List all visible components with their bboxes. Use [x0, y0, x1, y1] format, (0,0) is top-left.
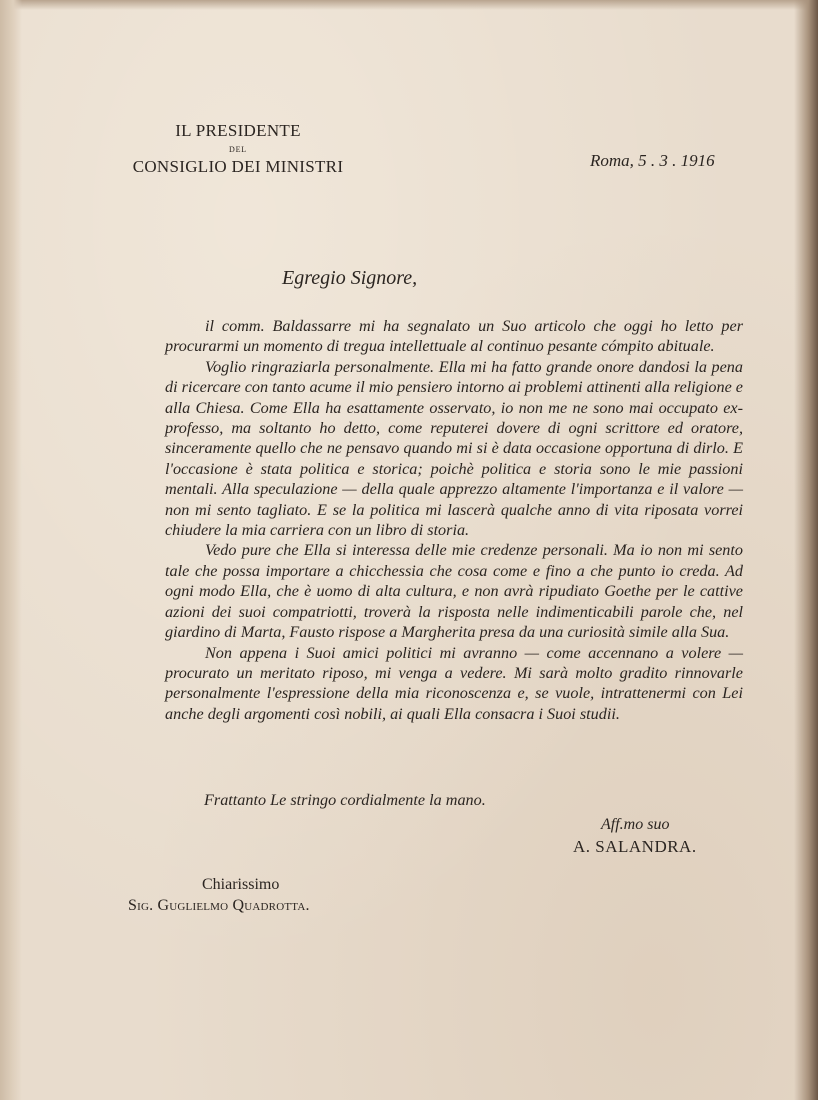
signature-name: A. SALANDRA. [573, 837, 697, 856]
signature-valediction: Aff.mo suo [601, 816, 670, 833]
letterhead [118, 120, 358, 178]
letterhead-line-council: CONSIGLIO DEI MINISTRI [132, 157, 344, 176]
closing-line: Frattanto Le stringo cordialmente la mano. [204, 791, 486, 809]
page-right-edge [794, 0, 818, 1100]
letterhead-line-president: IL PRESIDENTE [175, 121, 301, 140]
recipient-name: Sig. Guglielmo Quadrotta. [128, 897, 310, 914]
recipient-title: Chiarissimo [202, 876, 280, 893]
body-paragraph: Voglio ringraziarla personalmente. Ella mi ha fatto grande onore dandosi la pena di ricercare con tanto acume il mio pensiero intorno ai problemi attinenti alla religione e alla Chiesa. Come Ella ha esattamente osservato, io non me ne sono mai occupato ex-professo, ma soltanto ho detto, come reputerei dovere di ogni scrittore ed oratore, sinceramente quello che ne pensavo quando mi si è data occasione opportuna di dirlo. E l'occasione è stata politica e storica; poichè politica e storia sono le mie passioni mentali. Alla speculazione — della quale apprezzo altamente l'importanza e il valore — non mi sento tagliato. E se la politica mi lascerà qualche anno di vita riposata vorrei chiudere la mia carriera con un libro di storia. [165, 357, 743, 540]
body-paragraph: Vedo pure che Ella si interessa delle mie credenze personali. Ma io non mi sento tale che possa importare a chicchessia che cosa come e fino a che punto io creda. Ad ogni modo Ella, che è uomo di alta cultura, e non avrà ripudiato Goethe per le cattive azioni dei suoi compatriotti, troverà la risposta nelle indimenticabili parole che, nel giardino di Marta, Fausto rispose a Margherita presa da una curiosità simile alla Sua. [165, 541, 743, 642]
body-paragraph: Non appena i Suoi amici politici mi avranno — come accennano a volere — procurato un meritato riposo, mi venga a vedere. Mi sarà molto gradito rinnovarle personalmente l'espressione della mia riconoscenza e, se vuole, intrattenermi con Lei anche degli argomenti così nobili, ai quali Ella consacra i Suoi studii. [165, 643, 743, 723]
salutation: Egregio Signore, [282, 267, 418, 289]
letter-date: Roma, 5 . 3 . 1916 [590, 151, 715, 170]
page-top-edge [0, 0, 818, 10]
letterhead-line-del: DEL [229, 145, 247, 154]
letter-body [165, 316, 743, 724]
page-left-edge [0, 0, 22, 1100]
body-paragraph: il comm. Baldassarre mi ha segnalato un Suo articolo che oggi ho letto per procurarmi un momento di tregua intellettuale al continuo pesante cómpito abituale. [165, 317, 743, 356]
